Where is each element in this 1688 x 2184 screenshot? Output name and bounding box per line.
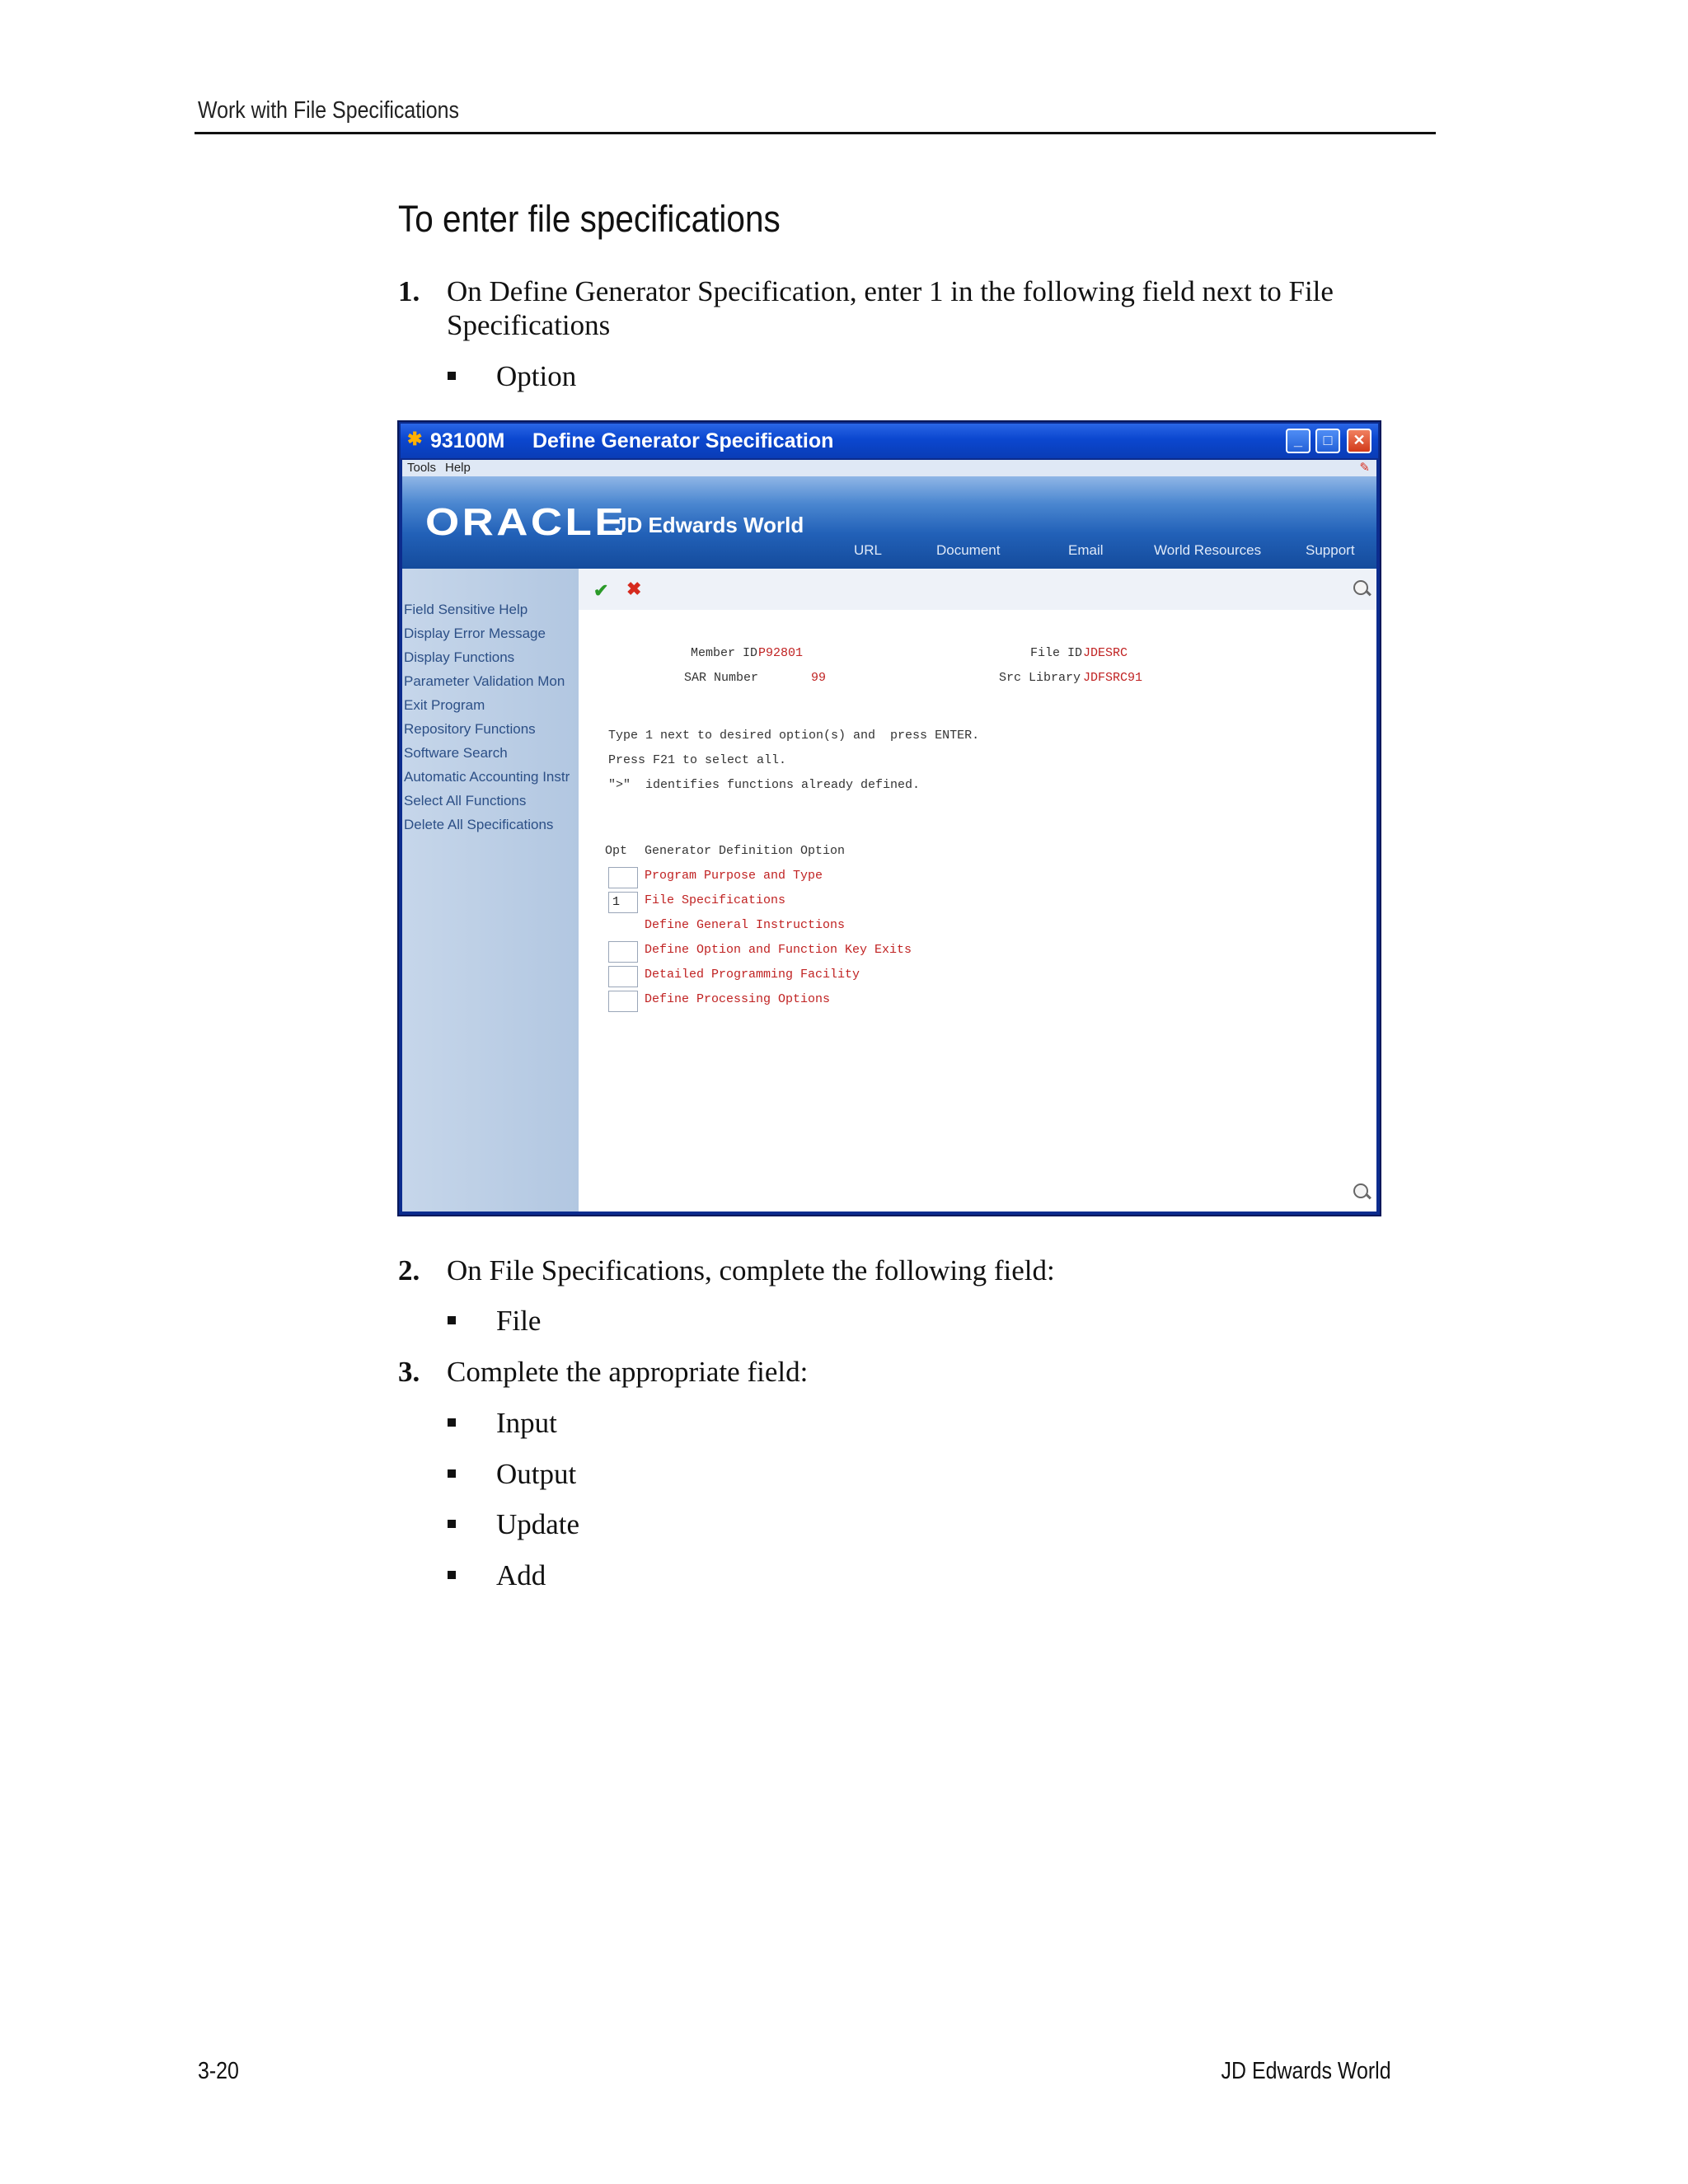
option-label: Define Processing Options [645,992,831,1006]
bullet-square [448,1469,456,1478]
nav-support[interactable]: Support [1306,542,1355,558]
maximize-icon[interactable]: □ [1315,429,1340,453]
nav-url[interactable]: URL [854,542,883,558]
section-title: To enter file specifications [398,198,781,240]
sidebar-item-display-error-message[interactable]: Display Error Message [404,626,546,641]
menu-tools[interactable]: Tools [407,461,437,475]
src-library-label: Src Library [999,671,1081,685]
option-label: File Specifications [645,893,786,907]
nav-world-resources[interactable]: World Resources [1154,542,1262,558]
option-input[interactable] [608,966,638,987]
running-header: Work with File Specifications [198,97,459,124]
option-label: Program Purpose and Type [645,869,823,883]
option-input[interactable]: 1 [608,892,638,913]
pin-icon[interactable]: ✎ [1359,461,1370,475]
column-header-option: Generator Definition Option [645,844,846,858]
member-id-label: Member ID [691,646,758,660]
bullet-text: Input [496,1407,557,1439]
oracle-logo: ORACLE [425,500,627,543]
bullet-square [448,1571,456,1579]
bullet-text: Update [496,1508,580,1540]
option-label: Detailed Programming Facility [645,968,860,982]
step-text: On Define Generator Specification, enter 1 in the following field next to File Specifications [447,275,1334,341]
option-input[interactable] [608,941,638,963]
sidebar-item-display-functions[interactable]: Display Functions [404,649,515,665]
step-number: 3. [398,1356,420,1388]
screenshot-window [397,420,1381,1216]
header-rule [195,132,1436,134]
option-input[interactable] [608,867,638,888]
sidebar [402,569,579,1212]
check-icon[interactable]: ✔ [593,580,609,601]
sidebar-item-software-search[interactable]: Software Search [404,745,508,761]
window-titlebar [401,424,1378,458]
nav-email[interactable]: Email [1068,542,1104,558]
bullet-text: File [496,1305,542,1337]
step-text: On File Specifications, complete the following field: [447,1254,1055,1286]
file-id-label: File ID [1030,646,1083,660]
content-pane [579,569,1376,1212]
star-icon: ✱ [407,429,423,449]
search-icon[interactable] [1353,580,1368,595]
bullet-square [448,1520,456,1528]
program-code: 93100M [430,429,505,452]
file-id-value: JDESRC [1083,646,1128,660]
option-label: Define Option and Function Key Exits [645,943,912,957]
column-header-opt: Opt [605,844,628,858]
minimize-icon[interactable]: _ [1286,429,1311,453]
sidebar-item-parameter-validation[interactable]: Parameter Validation Mon [404,673,565,689]
close-icon[interactable]: ✕ [1347,429,1372,453]
sidebar-item-field-sensitive-help[interactable]: Field Sensitive Help [404,602,528,617]
src-library-value: JDFSRC91 [1083,671,1143,685]
cancel-icon[interactable]: ✖ [626,579,642,599]
bullet-square [448,372,456,380]
product-name: JD Edwards World [615,513,804,537]
bullet-square [448,1316,456,1324]
search-icon[interactable] [1353,1183,1368,1198]
footer-product: JD Edwards World [1221,2058,1391,2084]
menu-bar [402,460,1376,476]
sar-number-value: 99 [811,671,827,685]
bullet-text: Output [496,1458,577,1490]
instruction-line: Press F21 to select all. [608,753,787,767]
sar-number-label: SAR Number [684,671,759,685]
instruction-line: ">" identifies functions already defined. [608,778,921,792]
member-id-value: P92801 [758,646,804,660]
bullet-text: Add [496,1559,546,1591]
bullet-square [448,1418,456,1427]
step-number: 1. [398,275,420,307]
bullet-text: Option [496,360,577,392]
page-number: 3-20 [198,2058,239,2084]
sidebar-item-exit-program[interactable]: Exit Program [404,697,485,713]
step-text: Complete the appropriate field: [447,1356,809,1388]
toolbar [579,569,1376,610]
sidebar-item-automatic-accounting[interactable]: Automatic Accounting Instr [404,769,570,785]
option-input[interactable] [608,991,638,1012]
sidebar-item-delete-all-specifications[interactable]: Delete All Specifications [404,817,554,832]
window-title: Define Generator Specification [532,429,834,452]
instruction-line: Type 1 next to desired option(s) and press ENTER. [608,729,980,743]
sidebar-item-select-all-functions[interactable]: Select All Functions [404,793,527,808]
option-label: Define General Instructions [645,918,846,932]
nav-document[interactable]: Document [936,542,1001,558]
sidebar-item-repository-functions[interactable]: Repository Functions [404,721,536,737]
oracle-banner [402,476,1376,569]
menu-help[interactable]: Help [445,461,471,475]
step-number: 2. [398,1254,420,1286]
